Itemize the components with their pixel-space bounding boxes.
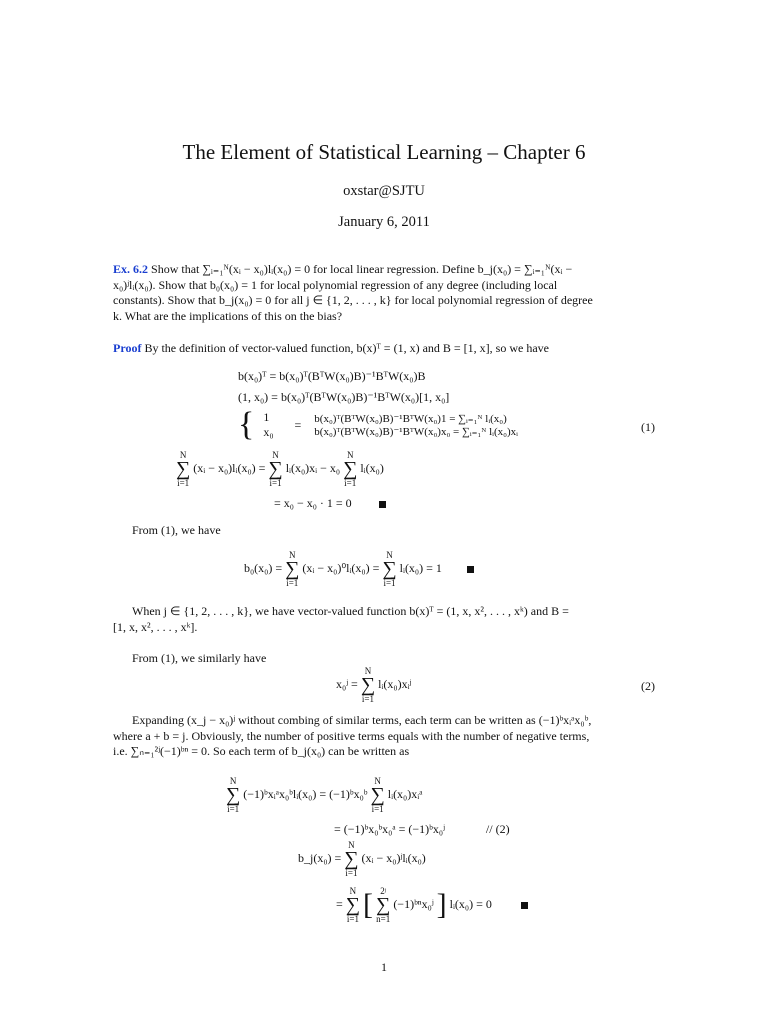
equation-system xyxy=(238,406,518,443)
system-lhs-1: 1 xyxy=(263,410,270,424)
equation-7-lhs: x₀ʲ = xyxy=(336,676,358,691)
sum-symbol: N ∑ i=1 xyxy=(344,840,359,878)
qed-icon xyxy=(521,902,528,909)
proof-label: Proof xyxy=(113,341,142,355)
left-bracket-icon: [ xyxy=(363,888,374,921)
equation-8 xyxy=(226,776,422,814)
equation-11 xyxy=(336,886,528,924)
when-line-2: [1, x, x², . . . , xᵏ]. xyxy=(113,619,198,634)
equation-11-rhs: lᵢ(x₀) = 0 xyxy=(449,896,492,911)
exercise-text-1: Show that ∑ᵢ₌₁ᴺ(xᵢ − x₀)lᵢ(x₀) = 0 for local linear regression. Define b_j(x₀) = ∑ᵢ₌₁ᴺ(xᵢ − xyxy=(151,262,573,276)
sum-symbol: N ∑ i=1 xyxy=(226,776,241,814)
equation-8-rhs: lᵢ(x₀)xᵢᵃ xyxy=(387,786,423,801)
system-rhs-2: b(x₀)ᵀ(BᵀW(x₀)B)⁻¹BᵀW(x₀)x₀ = ∑ᵢ₌₁ᴺ lᵢ(x₀)xᵢ xyxy=(314,426,518,438)
sum-symbol: N ∑ i=1 xyxy=(176,450,191,488)
author: oxstar@SJTU xyxy=(343,183,425,199)
equation-6-lhs: b₀(x₀) = xyxy=(244,560,283,575)
equation-11-eq: = xyxy=(336,896,343,911)
equation-6-mid: (xᵢ − x₀)⁰lᵢ(x₀) = xyxy=(302,560,380,575)
equation-7-rhs: lᵢ(x₀)xᵢʲ xyxy=(378,676,412,691)
sum-symbol: N ∑ i=1 xyxy=(370,776,385,814)
equation-4-mid: lᵢ(x₀)xᵢ − x₀ xyxy=(285,460,341,475)
sum-symbol: N ∑ i=1 xyxy=(285,550,300,588)
page-title: The Element of Statistical Learning – Chapter 6 xyxy=(182,140,586,164)
equation-9-text: = (−1)ᵇx₀ᵇx₀ᵃ = (−1)ᵇx₀ʲ xyxy=(334,822,445,836)
exercise-line-2: x₀)ʲlᵢ(x₀). Show that b₀(x₀) = 1 for local polynomial regression of any degree (including local xyxy=(113,277,558,292)
equation-10-lhs: b_j(x₀) = xyxy=(298,850,342,865)
equation-2: (1, x₀) = b(x₀)ᵀ(BᵀW(x₀)B)⁻¹BᵀW(x₀)[1, x₀] xyxy=(238,390,450,404)
brace-icon: { xyxy=(238,406,255,443)
expanding-paragraph xyxy=(113,713,656,760)
equation-11-inner: (−1)ᵇⁿx₀ʲ xyxy=(393,896,434,911)
right-bracket-icon: ] xyxy=(436,888,447,921)
equation-4-rhs: lᵢ(x₀) xyxy=(360,460,384,475)
exercise-line-3: constants). Show that b_j(x₀) = 0 for all j ∈ {1, 2, . . . , k} for local polynomial regression of degree xyxy=(113,293,593,307)
qed-icon xyxy=(467,566,474,573)
sum-symbol: N ∑ i=1 xyxy=(382,550,397,588)
sum-symbol: N ∑ i=1 xyxy=(345,886,361,924)
qed-icon xyxy=(379,501,386,508)
equation-10-rhs: (xᵢ − x₀)ʲlᵢ(x₀) xyxy=(361,850,426,865)
equation-1: b(x₀)ᵀ = b(x₀)ᵀ(BᵀW(x₀)B)⁻¹BᵀW(x₀)B xyxy=(238,369,426,383)
from-1b-text: From (1), we similarly have xyxy=(132,651,267,665)
from-1-text: From (1), we have xyxy=(132,523,221,537)
expanding-line-1: Expanding (x_j − x₀)ʲ without combing of similar terms, each term can be written as (−1)ᵇxᵢᵃx₀ᵇ, xyxy=(132,713,592,727)
equation-number-2: (2) xyxy=(641,679,655,693)
sum-symbol: N ∑ i=1 xyxy=(343,450,358,488)
sum-symbol: 2ʲ ∑ n=1 xyxy=(376,886,391,924)
exercise-line-1 xyxy=(113,262,656,278)
system-rhs-1: b(x₀)ᵀ(BᵀW(x₀)B)⁻¹BᵀW(x₀)1 = ∑ᵢ₌₁ᴺ lᵢ(x₀) xyxy=(314,413,507,425)
system-rhs xyxy=(314,412,518,438)
expanding-line-3: i.e. ∑ₙ₌₁²ʲ(−1)ᵇⁿ = 0. So each term of b_j(x₀) can be written as xyxy=(113,744,410,758)
equation-10 xyxy=(298,840,426,878)
system-equals: = xyxy=(294,417,302,432)
when-line-1: When j ∈ {1, 2, . . . , k}, we have vector-valued function b(x)ᵀ = (1, x, x², . . . , xᵏ) and B = xyxy=(132,604,569,618)
equation-9 xyxy=(334,822,510,837)
exercise-statement xyxy=(113,262,656,324)
equation-5-text: = x₀ − x₀ · 1 = 0 xyxy=(274,496,352,510)
system-lhs xyxy=(263,410,273,440)
exercise-label: Ex. 6.2 xyxy=(113,262,149,276)
system-lhs-2: x₀ xyxy=(263,425,274,439)
proof-intro xyxy=(113,341,656,357)
date: January 6, 2011 xyxy=(338,214,430,230)
equation-4-lhs: (xᵢ − x₀)lᵢ(x₀) = xyxy=(193,460,266,475)
exercise-line-4: k. What are the implications of this on the bias? xyxy=(113,308,343,323)
equation-7 xyxy=(336,666,411,704)
equation-8-lhs: (−1)ᵇxᵢᵃx₀ᵇlᵢ(x₀) = (−1)ᵇx₀ᵇ xyxy=(243,786,368,801)
expanding-line-2: where a + b = j. Obviously, the number of positive terms equals with the number of negative terms, xyxy=(113,728,590,743)
page-number: 1 xyxy=(381,960,387,974)
proof-intro-text: By the definition of vector-valued function, b(x)ᵀ = (1, x) and B = [1, x], so we have xyxy=(144,341,549,355)
equation-number-1: (1) xyxy=(641,420,655,434)
equation-6-rhs: lᵢ(x₀) = 1 xyxy=(399,560,442,575)
equation-9-note: // (2) xyxy=(485,822,510,836)
equation-5 xyxy=(274,496,386,511)
equation-4 xyxy=(176,450,384,488)
when-paragraph xyxy=(113,604,656,635)
equation-6 xyxy=(244,550,474,588)
sum-symbol: N ∑ i=1 xyxy=(268,450,283,488)
sum-symbol: N ∑ i=1 xyxy=(360,666,376,704)
